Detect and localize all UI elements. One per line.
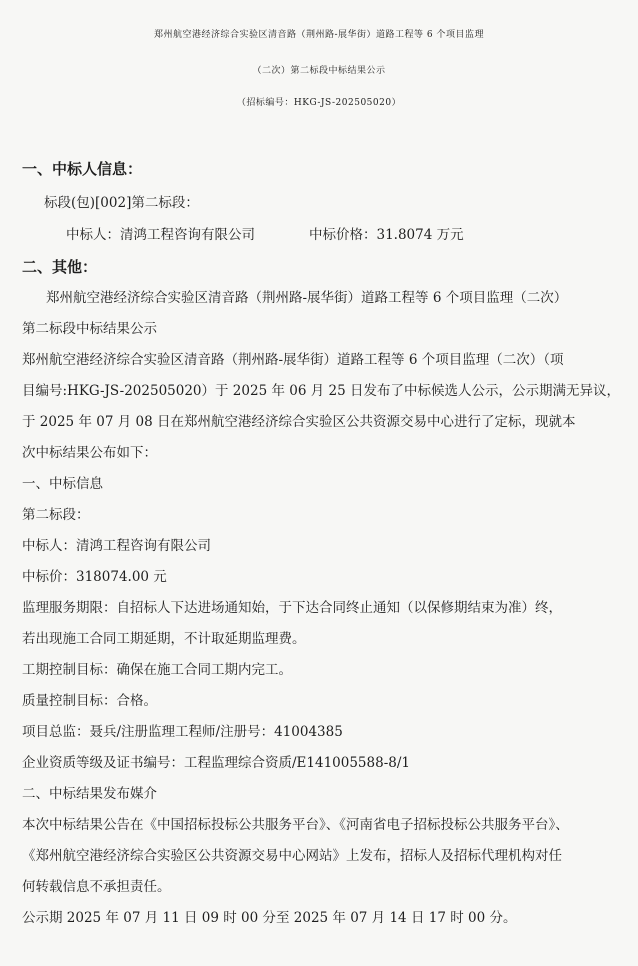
title-line-1: 郑州航空港经济综合实验区清音路（荆州路-展华街）道路工程等 6 个项目监理 bbox=[154, 30, 484, 40]
body-line: 郑州航空港经济综合实验区清音路（荆州路-展华街）道路工程等 6 个项目监理（二次） bbox=[46, 290, 568, 306]
body-line: 本次中标结果公告在《中国招标投标公共服务平台》、《河南省电子招标投标公共服务平台》、 bbox=[22, 817, 569, 833]
body-line: 质量控制目标：合格。 bbox=[22, 693, 157, 709]
body-line: 目编号:HKG-JS-202505020）于 2025 年 06 月 25 日发布了中标候选人公示，公示期满无异议， bbox=[22, 383, 620, 399]
body-line: 于 2025 年 07 月 08 日在郑州航空港经济综合实验区公共资源交易中心进行了定标，现就本 bbox=[22, 414, 576, 430]
body-line: 第二标段： bbox=[22, 507, 90, 523]
title-line-2: （二次）第二标段中标结果公示 bbox=[252, 66, 386, 76]
subheading-bid-info: 一、中标信息 bbox=[22, 476, 103, 492]
section2-heading: 二、其他： bbox=[22, 258, 98, 276]
body-line: 若出现施工合同工期延期，不计取延期监理费。 bbox=[22, 631, 306, 647]
body-line: 《郑州航空港经济综合实验区公共资源交易中心网站》上发布，招标人及招标代理机构对任 bbox=[22, 848, 562, 864]
section1-heading: 一、中标人信息： bbox=[22, 160, 143, 178]
body-line: 何转载信息不承担责任。 bbox=[22, 879, 171, 895]
subheading-media: 二、中标结果发布媒介 bbox=[22, 786, 157, 802]
body-line: 中标人：清鸿工程咨询有限公司 bbox=[22, 538, 211, 554]
body-line: 企业资质等级及证书编号：工程监理综合资质/E141005588-8/1 bbox=[22, 755, 410, 771]
title-line-3: （招标编号：HKG-JS-202505020） bbox=[236, 98, 402, 108]
body-line: 第二标段中标结果公示 bbox=[22, 321, 157, 337]
body-line: 项目总监：聂兵/注册监理工程师/注册号：41004385 bbox=[22, 724, 343, 740]
publicity-period: 公示期 2025 年 07 月 11 日 09 时 00 分至 2025 年 07 月 14 日 17 时 00 分。 bbox=[22, 910, 517, 926]
price-label: 中标价格：31.8074 万元 bbox=[309, 227, 464, 243]
lot-label: 标段(包)[002]第二标段： bbox=[44, 195, 199, 211]
body-line: 工期控制目标：确保在施工合同工期内完工。 bbox=[22, 662, 292, 678]
body-line: 中标价：318074.00 元 bbox=[22, 569, 167, 585]
body-line: 次中标结果公布如下： bbox=[22, 445, 157, 461]
body-line: 监理服务期限：自招标人下达进场通知始，于下达合同终止通知（以保修期结束为准）终， bbox=[22, 600, 562, 616]
body-line: 郑州航空港经济综合实验区清音路（荆州路-展华街）道路工程等 6 个项目监理（二次）（项 bbox=[22, 352, 564, 368]
winner-label: 中标人：清鸿工程咨询有限公司 bbox=[66, 227, 255, 243]
